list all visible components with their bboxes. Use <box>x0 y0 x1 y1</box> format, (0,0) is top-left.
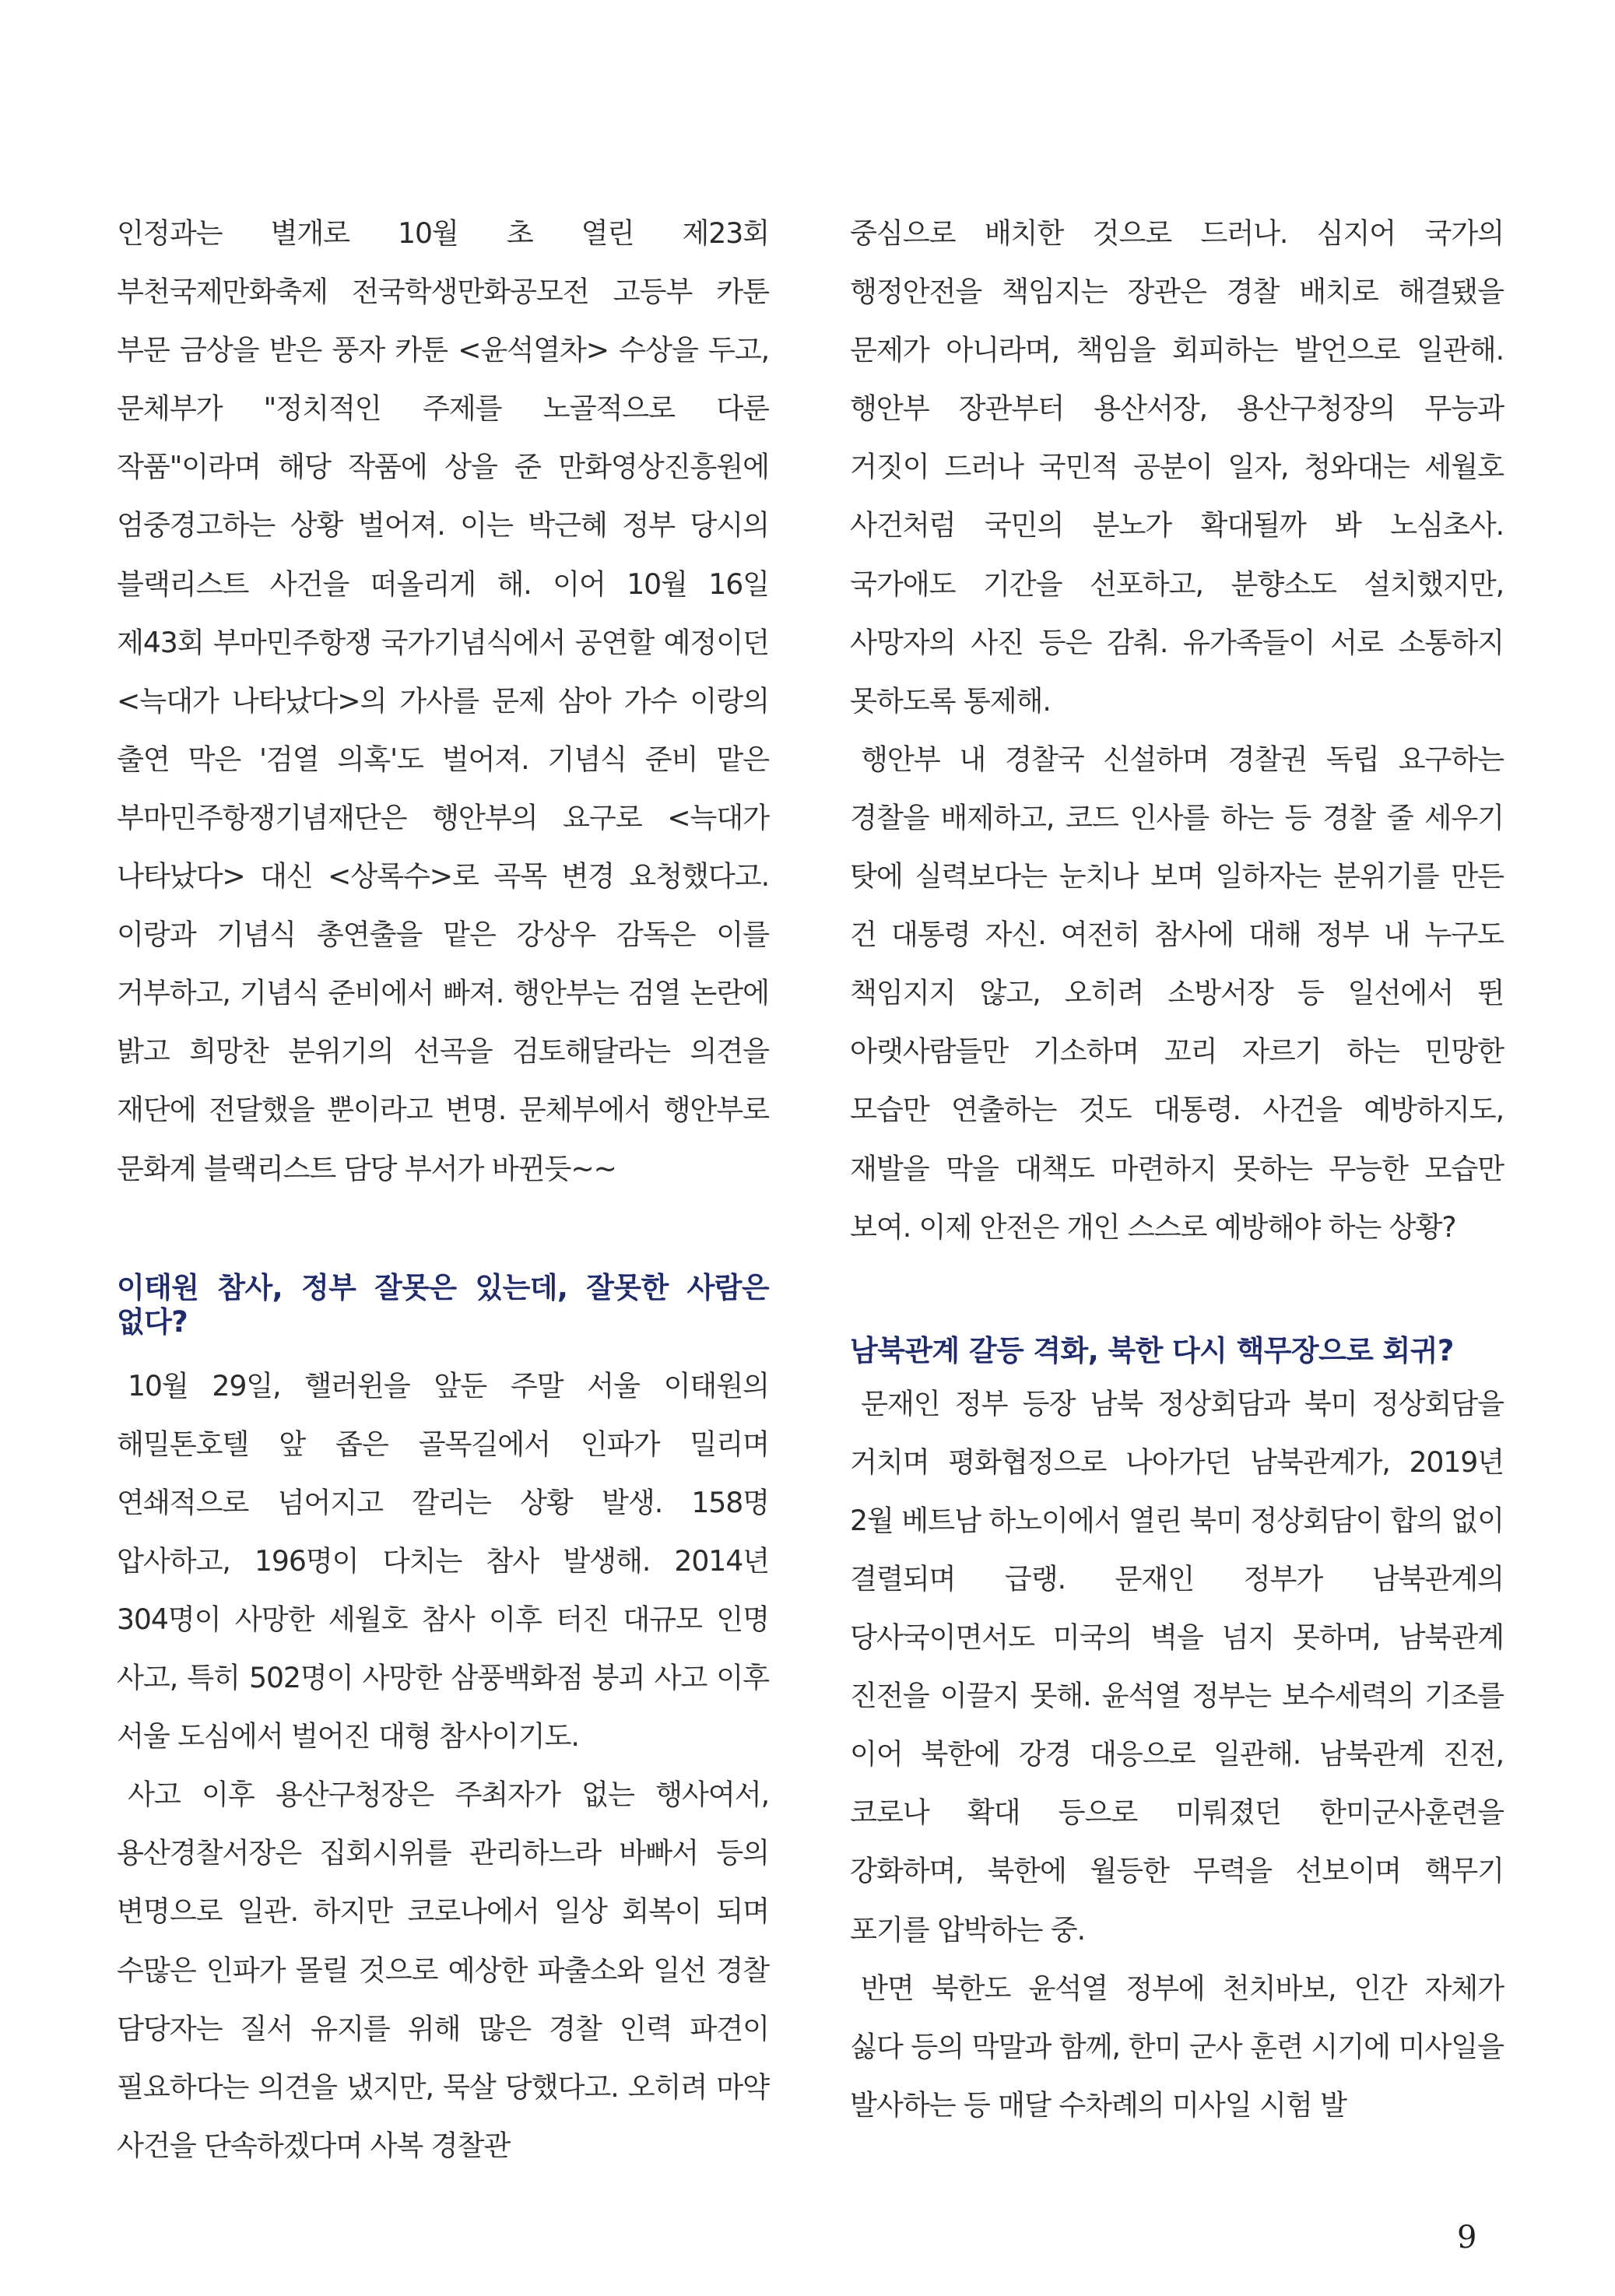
section-heading-itaewon: 이태원 참사, 정부 잘못은 있는데, 잘못한 사람은 없다? <box>117 1270 769 1339</box>
left-column <box>117 204 769 2175</box>
left-paragraph-itaewon-response: 사고 이후 용산구청장은 주최자가 없는 행사여서, 용산경찰서장은 집회시위를 관리하느라 바빠서 등의 변명으로 일관. 하지만 코로나에서 일상 회복이 되며 수많은 인파가 몰릴 것으로 예상한 파출소와 일선 경찰 담당자는 질서 유지를 위해 많은 경찰 인력 파견이 필요하다는 의견을 냈지만, 묵살 당했다고. 오히려 마약 사건을 단속하겠다며 사복 경찰관 <box>117 1778 769 2162</box>
section-heading-inter-korean: 남북관계 갈등 격화, 북한 다시 핵무장으로 회귀? <box>850 1333 1454 1367</box>
left-paragraph-itaewon-incident: 10월 29일, 핼러윈을 앞둔 주말 서울 이태원의 해밀톤호텔 앞 좁은 골목길에서 인파가 밀리며 연쇄적으로 넘어지고 깔리는 상황 발생. 158명 압사하고, 196명이 다치는 참사 발생해. 2014년 304명이 사망한 세월호 참사 이후 터진 대규모 인명 사고, 특히 502명이 사망한 삼풍백화점 붕괴 사고 이후 서울 도심에서 벌어진 대형 참사이기도. <box>117 1368 769 1754</box>
right-paragraph-inter-korean-relations: 문재인 정부 등장 남북 정상회담과 북미 정상회담을 거치며 평화협정으로 나아가던 남북관계가, 2019년 2월 베트남 하노이에서 열린 북미 정상회담이 합의 없이 결렬되며 급랭. 문재인 정부가 남북관계의 당사국이면서도 미국의 벽을 넘지 못하며, 남북관계 진전을 이끌지 못해. 윤석열 정부는 보수세력의 기조를 이어 북한에 강경 대응으로 일관해. 남북관계 진전, 코로나 확대 등으로 미뤄졌던 한미군사훈련을 강화하며, 북한에 월등한 무력을 선보이며 핵무기 포기를 압박하는 중. <box>850 1386 1504 1947</box>
right-paragraph-police-deployment: 중심으로 배치한 것으로 드러나. 심지어 국가의 행정안전을 책임지는 장관은 경찰 배치로 해결됐을 문제가 아니라며, 책임을 회피하는 발언으로 일관해. 행안부 장관부터 용산서장, 용산구청장의 무능과 거짓이 드러나 국민적 공분이 일자, 청와대는 세월호 사건처럼 국민의 분노가 확대될까 봐 노심초사. 국가애도 기간을 선포하고, 분향소도 설치했지만, 사망자의 사진 등은 감춰. 유가족들이 서로 소통하지 못하도록 통제해. <box>850 216 1504 718</box>
left-paragraph-culture-blacklist: 인정과는 별개로 10월 초 열린 제23회 부천국제만화축제 전국학생만화공모전 고등부 카툰 부문 금상을 받은 풍자 카툰 <윤석열차> 수상을 두고, 문체부가 "정치적인 주제를 노골적으로 다룬 작품"이라며 해당 작품에 상을 준 만화영상진흥원에 엄중경고하는 상황 벌어져. 이는 박근혜 정부 당시의 블랙리스트 사건을 떠올리게 해. 이어 10월 16일 제43회 부마민주항쟁 국가기념식에서 공연할 예정이던 <늑대가 나타났다>의 가사를 문제 삼아 가수 이랑의 출연 막은 '검열 의혹'도 벌어져. 기념식 준비 맡은 부마민주항쟁기념재단은 행안부의 요구로 <늑대가 나타났다> 대신 <상록수>로 곡목 변경 요청했다고. 이랑과 기념식 총연출을 맡은 강상우 감독은 이를 거부하고, 기념식 준비에서 빠져. 행안부는 검열 논란에 밝고 희망찬 분위기의 선곡을 검토해달라는 의견을 재단에 전달했을 뿐이라고 변명. 문체부에서 행안부로 문화계 블랙리스트 담당 부서가 바뀐듯~~ <box>117 216 769 1185</box>
right-paragraph-police-bureau: 행안부 내 경찰국 신설하며 경찰권 독립 요구하는 경찰을 배제하고, 코드 인사를 하는 등 경찰 줄 세우기 탓에 실력보다는 눈치나 보며 일하자는 분위기를 만든 건 대통령 자신. 여전히 참사에 대해 정부 내 누구도 책임지지 않고, 오히려 소방서장 등 일선에서 뛴 아랫사람들만 기소하며 꼬리 자르기 하는 민망한 모습만 연출하는 것도 대통령. 사건을 예방하지도, 재발을 막을 대책도 마련하지 못하는 무능한 모습만 보여. 이제 안전은 개인 스스로 예방해야 하는 상황? <box>850 742 1504 1244</box>
right-paragraph-north-korea-missiles: 반면 북한도 윤석열 정부에 천치바보, 인간 자체가 싫다 등의 막말과 함께, 한미 군사 훈련 시기에 미사일을 발사하는 등 매달 수차례의 미사일 시험 발 <box>850 1971 1504 2122</box>
right-column <box>850 204 1504 2134</box>
page-number: 9 <box>1457 2220 1477 2256</box>
